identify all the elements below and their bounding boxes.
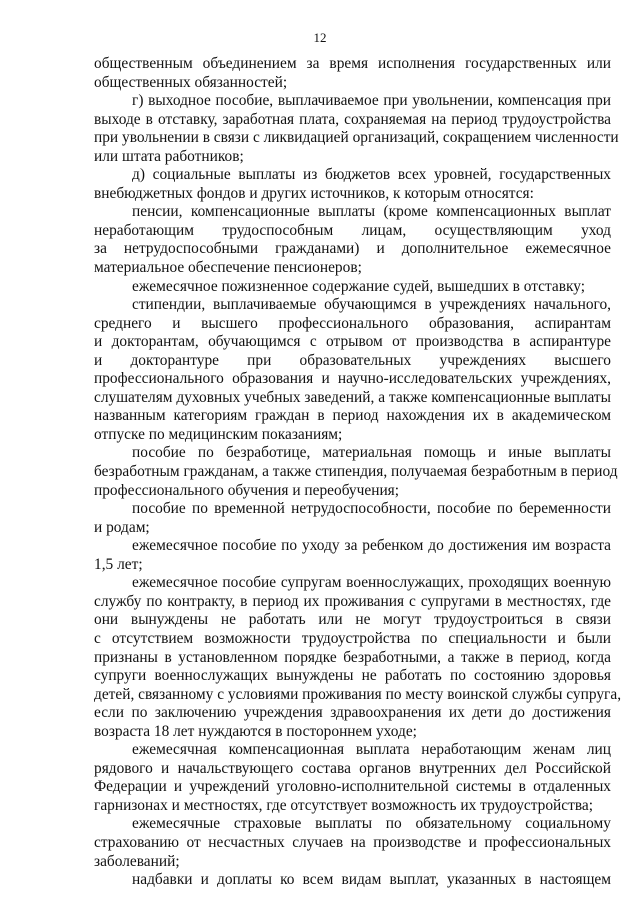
paragraph [94,278,611,297]
text-line: супруги военнослужащих вынуждены не работать по состоянию здоровья [94,667,611,685]
text-line: Федерации и учреждений уголовно-исполнительной системы в отдаленных [94,778,611,796]
text-line: д) социальные выплаты из бюджетов всех уровней, государственных [132,166,611,184]
text-line: профессионального образования и научно-исследовательских учреждениях, [94,370,611,388]
paragraph [94,815,611,871]
text-line: службу по контракту, в период их проживания с супругами в местностях, где [94,592,611,610]
text-line: ежемесячная компенсационная выплата неработающим женам лиц [132,741,611,759]
text-line: общественным объединением за время исполнения государственных или [94,55,611,72]
text-line: рядового и начальствующего состава органов внутренних дел Российской [94,759,611,777]
text-line: выходе в отставку, заработная плата, сохраняемая на период трудоустройства [94,110,611,128]
text-line: пенсии, компенсационные выплаты (кроме компенсационных выплат [132,203,611,221]
paragraph [94,296,611,444]
text-line: они вынуждены не работать или не могут трудоустроиться в связи [94,611,611,629]
text-line: если по заключению учреждения здравоохранения их дети до достижения [94,704,611,722]
text-line: признаны в установленном порядке безработными, а также в период, когда [94,648,611,666]
text-line: ежемесячное пособие супругам военнослужащих, проходящих военную [132,574,611,592]
text-line: общественных обязанностей; [94,73,288,91]
text-line: и докторантуре при образовательных учреждениях высшего [94,351,611,369]
text-line: или штата работников; [94,147,244,165]
text-line: детей, связанному с условиями проживания по месту воинской службы супруга, [94,685,622,703]
text-line: при увольнении в связи с ликвидацией организаций, сокращением численности [94,129,619,147]
text-line: стипендии, выплачиваемые обучающимся в учреждениях начального, [132,296,611,314]
text-line: и родам; [94,518,150,536]
paragraph [94,871,611,890]
text-line: 1,5 лет; [94,555,143,573]
paragraph [94,537,611,574]
text-line: страхованию от несчастных случаев на производстве и профессиональных [94,833,611,851]
paragraph [94,741,611,815]
text-line: пособие по безработице, материальная помощь и иные выплаты [132,444,611,462]
text-line: ежемесячные страховые выплаты по обязательному социальному [132,815,611,833]
text-line: неработающим трудоспособным лицам, осуществляющим уход [94,221,611,239]
paragraph [94,500,611,537]
text-line: среднего и высшего профессионального образования, аспирантам [94,314,611,332]
text-line: материальное обеспечение пенсионеров; [94,259,362,277]
text-line: пособие по временной нетрудоспособности, пособие по беременности [132,500,611,518]
text-line: безработным гражданам, а также стипендия, получаемая безработным в период [94,463,618,481]
text-line: внебюджетных фондов и других источников, к которым относятся: [94,184,534,202]
text-line: отпуске по медицинским показаниям; [94,425,343,443]
paragraph [94,444,618,500]
text-line: заболеваний; [94,852,180,870]
paragraph [94,574,622,741]
paragraph [94,166,611,203]
text-line: г) выходное пособие, выплачиваемое при увольнении, компенсация при [132,92,611,110]
paragraph [94,203,611,277]
paragraph [94,55,611,92]
text-line: профессионального обучения и переобучения; [94,481,400,499]
document-body [94,55,622,890]
text-line: с отсутствием возможности трудоустройства по специальности и были [94,629,611,647]
text-line: ежемесячное пожизненное содержание судей, вышедших в отставку; [132,277,586,295]
text-line: за нетрудоспособными гражданами) и дополнительное ежемесячное [94,240,611,258]
text-line: и докторантам, обучающимся с отрывом от производства в аспирантуре [94,333,611,351]
text-line: гарнизонах и местностях, где отсутствует возможность их трудоустройства; [94,796,594,814]
text-line: названным категориям граждан в период нахождения их в академическом [94,407,611,425]
text-line: надбавки и доплаты ко всем видам выплат, указанных в настоящем [132,871,611,889]
page-number: 12 [313,30,327,45]
text-line: ежемесячное пособие по уходу за ребенком до достижения им возраста [132,537,611,555]
paragraph [94,92,619,166]
text-line: возраста 18 лет нуждаются в постороннем уходе; [94,722,417,740]
text-line: слушателям духовных учебных заведений, а также компенсационные выплаты [94,388,611,406]
